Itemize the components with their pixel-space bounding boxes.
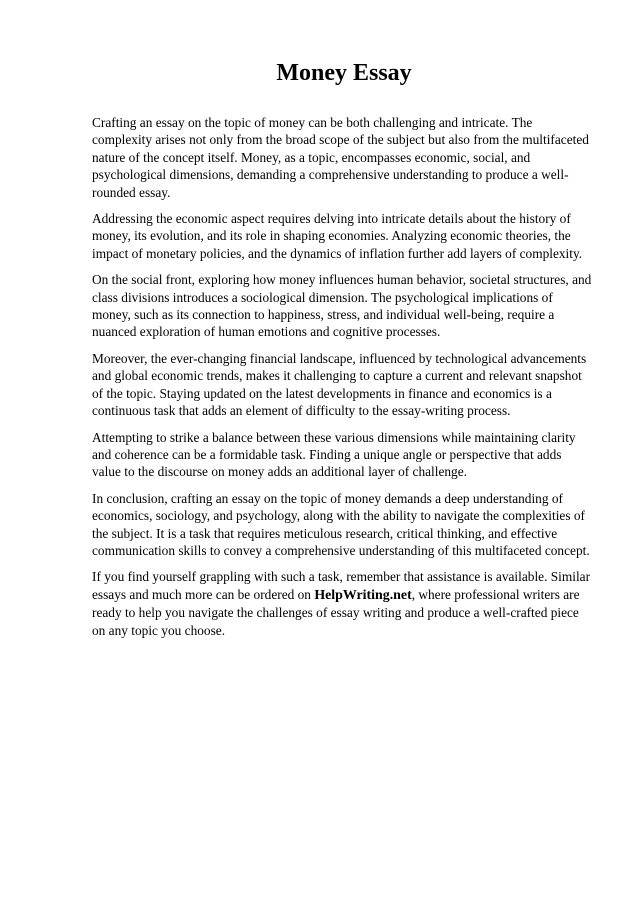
paragraph-conclusion: In conclusion, crafting an essay on the topic of money demands a deep understanding of economics, sociology, and psychology, along with the ability to navigate the complexities of the subject. It is a task that requires meticulous research, critical thinking, and effective communication skills to convey a comprehensive understanding of this multifaceted concept. bbox=[92, 490, 590, 558]
paragraph-closing bbox=[92, 568, 592, 639]
closing-text-before: If you find yourself grappling with such a task, remember that assistance is available. Similar essays and much more can be ordered on bbox=[92, 569, 591, 602]
paragraph-intro: Crafting an essay on the topic of money can be both challenging and intricate. The complexity arises not only from the broad scope of the subject but also from the multifaceted nature of the concept itself. Money, as a topic, encompasses economic, social, and psychological dimensions, demanding a comprehensive understanding to produce a well-rounded essay. bbox=[92, 115, 589, 200]
paragraph-landscape: Moreover, the ever-changing financial landscape, influenced by technological advancements and global economic trends, makes it challenging to capture a current and relevant snapshot of the topic. Staying updated on the latest developments in finance and economics is a continuous task that adds an element of difficulty to the essay-writing process. bbox=[92, 350, 587, 419]
closing-text-after: , where professional writers are ready to help you navigate the challenges of essay writing and produce a well-crafted piece on any topic you choose. bbox=[92, 586, 580, 638]
paragraph-economic: Addressing the economic aspect requires delving into intricate details about the history of money, its evolution, and its role in shaping economies. Analyzing economic theories, the impact of monetary policies, and the dynamics of inflation further add layers of complexity. bbox=[92, 211, 583, 261]
paragraph-social: On the social front, exploring how money influences human behavior, societal structures, and class divisions introduces a sociological dimension. The psychological implications of money, such as its connection to happiness, stress, and individual well-being, require a nuanced exploration of human emotions and cognitive processes. bbox=[92, 272, 592, 340]
page-title: Money Essay bbox=[276, 60, 412, 86]
helpwriting-link[interactable]: HelpWriting.net bbox=[314, 587, 412, 603]
paragraph-balance: Attempting to strike a balance between these various dimensions while maintaining clarity and coherence can be a formidable task. Finding a unique angle or perspective that adds value to the discourse on money adds an additional layer of challenge. bbox=[92, 429, 576, 480]
